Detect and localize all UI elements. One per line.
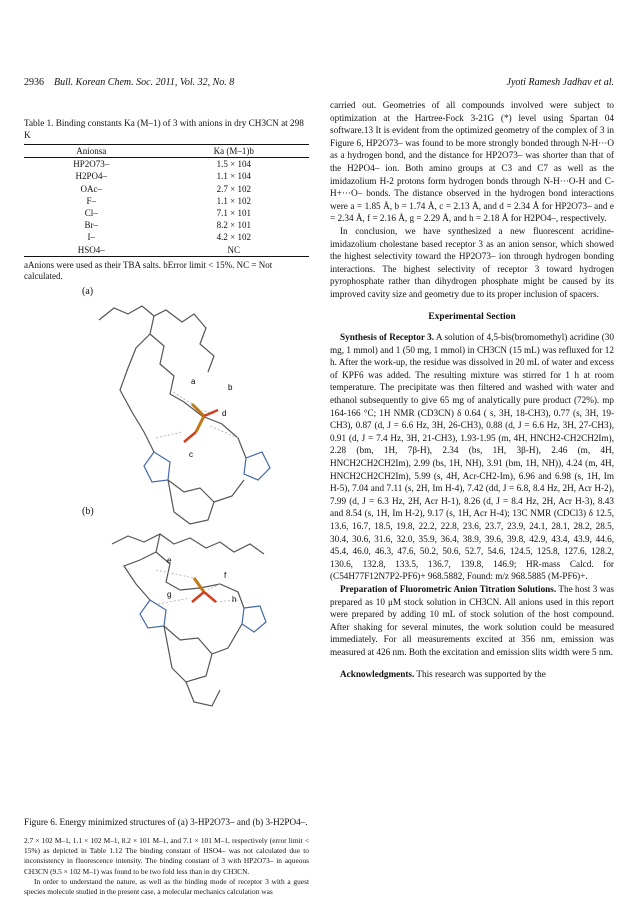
dihydrogenphosphate-anion-b — [192, 578, 216, 602]
table-row — [24, 219, 309, 231]
ka-cell: 1.1 × 104 — [216, 171, 251, 182]
anion-cell: HSO4– — [77, 244, 105, 255]
right-column-body — [330, 99, 614, 680]
acknowledgments-paragraph — [330, 668, 614, 681]
col-ka: Ka (M–1)b — [213, 146, 254, 157]
section-heading: Experimental Section — [428, 311, 516, 322]
anion-cell: H2PO4– — [75, 171, 108, 182]
ka-cell: 4.2 × 102 — [216, 232, 251, 243]
hbond-label-b: b — [228, 383, 233, 392]
anion-cell: Cl– — [84, 208, 98, 219]
anion-cell: HP2O73– — [73, 159, 110, 170]
ka-cell: 1.1 × 102 — [216, 195, 251, 206]
page-number: 2936 — [24, 77, 44, 88]
paragraph: In conclusion, we have synthesized a new fluorescent acridine-imidazolium cholestane based receptor 3 as an anion sensor, which showed the highest selectivity toward the HP2O73– ion through hydrogen bonding interactions. The highest selectivity of receptor 3 toward hydrogen pyrophosphate rather than dihydrogen phosphate might be caused by its improved cavity size and geometry due to its proper inclusion of spacers. — [330, 225, 614, 299]
acridine-ring3-b — [186, 682, 220, 706]
author-line: Jyoti Ramesh Jadhav et al. — [506, 77, 614, 88]
table-row — [24, 207, 309, 219]
acknowledgments-heading: Acknowledgments. — [340, 668, 415, 679]
imidazolium-left-a — [144, 452, 170, 482]
hbond-label-g: g — [167, 590, 172, 599]
hbond-label-e: e — [167, 556, 172, 565]
paragraph: 2.7 × 102 M–1, 1.1 × 102 M–1, 8.2 × 101 M–1, and 7.1 × 101 M–1, respectively (error limit < 15%) as depicted in Table 1.12 The binding constant of HSO4– was not calculated due to inconsistency in fluorescence intensity. The binding constant of 3 with HP2O73– in aqueous CH3CN (9.5 × 102 M–1) was found to be two fold less than in dry CH3CN. — [24, 836, 309, 876]
imidazolium-right-a — [244, 452, 270, 480]
acridine-ring2-b — [212, 624, 242, 654]
synthesis-text: A solution of 4,5-bis(bromomethyl) acridine (30 mg, 1 mmol) and 1 (50 mg, 1 mmol) in CH3CN (15 mL) was refluxed for 12 h. After the work-up, the residue was dissolved in 20 mL of water and excess of KPF6 was added. The resulting mixture was stirred for 1 h at room temperature. The precipitate was then filtered and washed with water and ethanol subsequently to give 65 mg of analytically pure product (72%). mp 164-166 °C; 1H NMR (CD3CN) δ 0.64 ( s, 3H, 18-CH3), 0.77 (s, 3H, 19-CH3), 0.87 (d, J = 6.6 Hz, 3H, 26-CH3), 0.88 (d, J = 6.6 Hz, 3H, 27-CH3), 0.91 (d, J = 7.4 Hz, 3H, 21-CH3), 1.93-1.95 (m, 4H, HNCH2-CH2CH2Im), 2.28 (bm, 1H, 7β-H), 2.34 (bs, 1H, 3β-H), 2.46 (m, 4H, HNCH2CH2CH2Im), 2.99 (bs, 1H, NH), 3.91 (bm, 1H, NH)), 4.24 (m, 4H, HNCH2CH2CH2Im), 5.99 (s, 4H, Acr-CH2-Im), 6.96 and 6.98 (s, 1H, Im H-5), 7.04 and 7.11 (s, 2H, Im H-4), 7.42 (dd, J = 6.8, 8.4 Hz, 2H, Acr H-2), 7.99 (d, J = 6.3 Hz, 2H, Acr H-1), 8.26 (d, J = 8.4 Hz, 2H, Acr H-3), 8.43 and 8.54 (s, 1H, Im H-2), 9.17 (s, 1H, Acr H-4); 13C NMR (CDCl3) δ 12.5, 13.6, 16.7, 18.5, 19.8, 22.2, 22.8, 23.6, 23.7, 23.9, 24.1, 28.1, 28.2, 28.5, 30.4, 30.6, 31.6, 32.0, 35.9, 36.4, 38.9, 39.6, 39.8, 42.9, 43.4, 43.9, 44.6, 45.4, 46.0, 46.3, 47.6, 50.2, 50.6, 52.7, 54.6, 124.5, 125.8, 127.6, 128.2, 130.6, 132.8, 133.5, 136.7, 139.8, 146.9; HR-mass Calcd. for (C54H77F12N7P2-PF6)+ 968.5882, Found: m/z 968.5885 (M-PF6)+. — [330, 332, 614, 582]
figure-6a-structure — [24, 292, 309, 530]
hbond-label-d: d — [222, 409, 227, 418]
figure-label-b: (b) — [82, 506, 94, 517]
ka-cell: 2.7 × 102 — [216, 183, 251, 194]
acknowledgments-text: This research was supported by the — [416, 668, 546, 679]
table-caption: Table 1. Binding constants Ka (M–1) of 3 with anions in dry CH3CN at 298 K — [24, 118, 304, 140]
titration-text: The host 3 was prepared as 10 μM stock solution in CH3CN. All anions used in this report were prepared by adding 10 mL of stock solution of the host compound. After shaking for several minutes, the work solution could be measured immediately. For all measurements excited at 356 nm, emission was measured at 426 nm. Both the excitation and emission slits width were 5 nm. — [330, 583, 614, 657]
ka-cell: 7.1 × 101 — [216, 208, 251, 219]
ka-cell: NC — [227, 244, 241, 255]
ka-cell: 8.2 × 101 — [216, 220, 251, 231]
figure-6b-structure — [24, 530, 309, 805]
hbond-label-f: f — [224, 571, 227, 580]
hbond-label-h: h — [232, 595, 237, 604]
ka-cell: 1.5 × 104 — [216, 159, 251, 170]
imidazolium-right-b — [242, 606, 266, 632]
table-row — [24, 244, 309, 257]
steroid-core-a — [150, 316, 184, 402]
anion-cell: Br– — [84, 220, 99, 231]
binding-constant-table — [24, 144, 309, 257]
hbond-label-c: c — [189, 450, 193, 459]
titration-heading: Preparation of Fluorometric Anion Titration Solutions. — [340, 583, 557, 594]
acridine-ring2-a — [214, 480, 244, 502]
figure-label-a: (a) — [82, 286, 94, 297]
pyrophosphate-anion-a — [184, 404, 218, 442]
anion-cell: F– — [86, 195, 97, 206]
acridine-b — [164, 626, 212, 682]
cholestane-chain-b — [112, 534, 264, 554]
anion-cell: OAc– — [80, 183, 103, 194]
journal-citation: Bull. Korean Chem. Soc. 2011, Vol. 32, No. 8 — [54, 77, 235, 88]
acridine-a — [168, 480, 214, 524]
hbond-label-a: a — [191, 377, 196, 386]
synthesis-paragraph — [330, 331, 614, 583]
paragraph: carried out. Geometries of all compounds involved were subject to optimization at the Hartree-Fock 3-21G (*) level using Spartan 04 software.13 It is evident from the optimized geometry of the complex of 3 in Figure 6, HP2O73– was found to be more strongly bonded through N-H···O as a hydrogen bond, and the distance for HP2O73– was shorter than that of the H2PO4– ion. Both amino groups at C3 and C7 as well as the imidazolium H-2 protons form hydrogen bonds through N-H···O-H and C-H+···O– bonds. The distance observed in the hydrogen bond interactions were a = 1.85 Å, b = 1.74 Å, c = 2.13 Å, and d = 2.34 Å for HP2O73– and e = 2.34 Å, f = 2.16 Å, g = 2.29 Å, and h = 2.18 Å for H2PO4–, respectively. — [330, 100, 614, 224]
synthesis-heading: Synthesis of Receptor 3. — [340, 332, 435, 343]
anion-cell: I– — [87, 232, 96, 243]
table-row — [24, 231, 309, 243]
linker-left-a — [120, 334, 154, 452]
table-footnote: aAnions were used as their TBA salts. bError limit < 15%. NC = Not calculated. — [24, 259, 273, 282]
figure-caption: Figure 6. Energy minimized structures of (a) 3-HP2O73– and (b) 3-H2PO4–. — [24, 817, 308, 827]
titration-paragraph — [330, 583, 614, 659]
table-1 — [24, 117, 309, 283]
imidazolium-left-b — [140, 600, 166, 628]
left-column-body — [24, 836, 309, 897]
table-row — [24, 195, 309, 207]
linker-left-b — [124, 552, 156, 600]
col-anions: Anionsa — [76, 146, 107, 157]
table-header-row — [24, 145, 309, 158]
paragraph: In order to understand the nature, as well as the binding mode of receptor 3 with a guest species molecule studied in the present case, a molecular mechanics calculation was — [24, 876, 309, 897]
table-row — [24, 170, 309, 182]
table-row — [24, 183, 309, 195]
table-row — [24, 158, 309, 171]
